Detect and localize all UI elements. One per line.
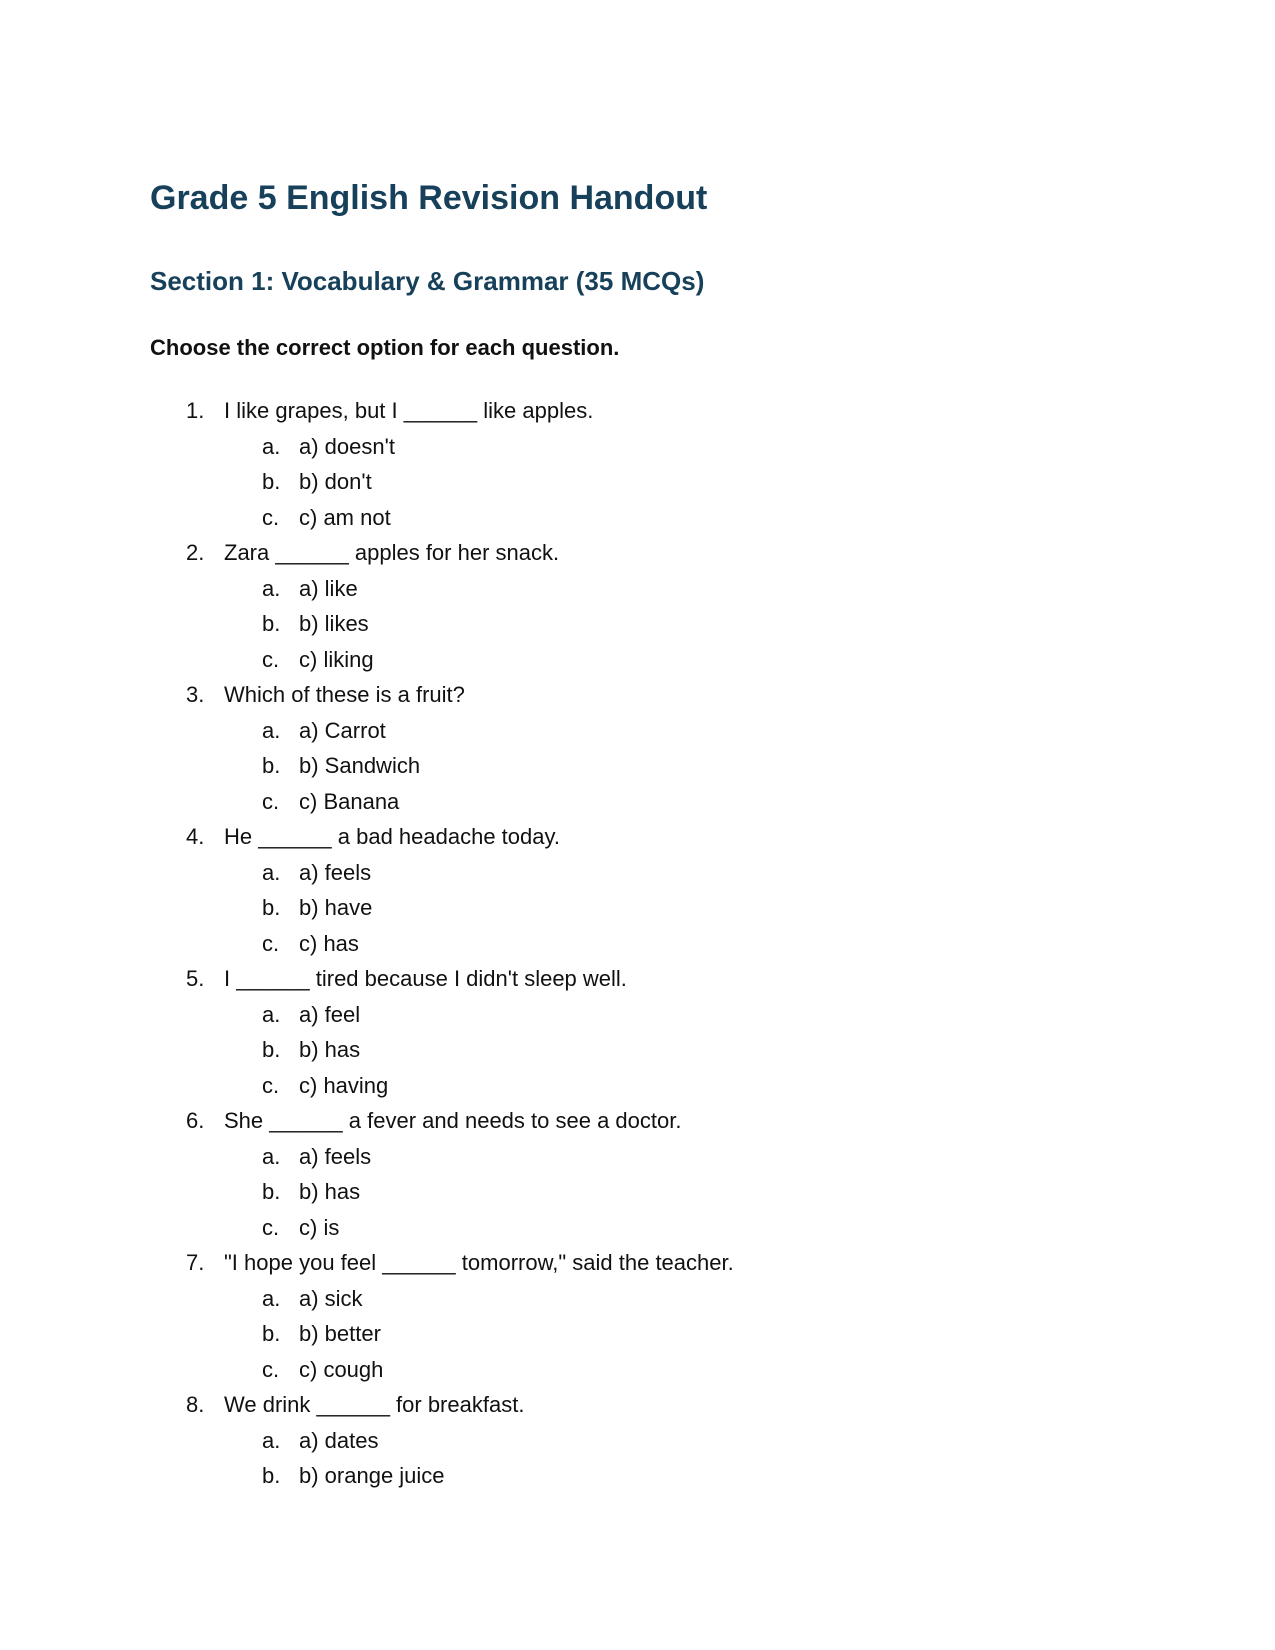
option-text: b) Sandwich — [299, 753, 421, 778]
question-number: 7. — [186, 1250, 205, 1275]
option-letter: a. — [262, 575, 281, 601]
option-letter: c. — [262, 1072, 280, 1098]
option-list — [0, 429, 1275, 536]
question-text: I ______ tired because I didn't sleep well. — [224, 966, 627, 991]
answer-option — [0, 1316, 1275, 1352]
question-item — [0, 677, 1275, 819]
answer-option — [0, 571, 1275, 607]
option-text: c) Banana — [299, 788, 400, 814]
option-letter: b. — [262, 753, 281, 778]
question-row — [0, 677, 1275, 713]
question-list — [0, 393, 1275, 1494]
question-text: She ______ a fever and needs to see a doctor. — [224, 1108, 682, 1133]
answer-option — [0, 606, 1275, 642]
answer-option — [0, 1423, 1275, 1459]
option-text: b) orange juice — [299, 1463, 445, 1488]
question-text: He ______ a bad headache today. — [224, 824, 560, 849]
option-list — [0, 713, 1275, 820]
option-text: c) am not — [299, 504, 391, 530]
option-letter: a. — [262, 433, 281, 459]
question-number: 6. — [186, 1108, 205, 1133]
question-item — [0, 1387, 1275, 1494]
answer-option — [0, 890, 1275, 926]
document-title: Grade 5 English Revision Handout — [150, 179, 708, 217]
question-item — [0, 393, 1275, 535]
question-row — [0, 819, 1275, 855]
option-text: c) having — [299, 1072, 389, 1098]
option-letter: c. — [262, 646, 280, 672]
answer-option — [0, 997, 1275, 1033]
answer-option — [0, 748, 1275, 784]
option-letter: b. — [262, 1463, 281, 1488]
answer-option — [0, 1210, 1275, 1246]
option-text: a) doesn't — [299, 433, 395, 459]
option-list — [0, 1281, 1275, 1388]
option-text: b) have — [299, 895, 373, 920]
instructions-text: Choose the correct option for each question. — [150, 335, 620, 360]
answer-option — [0, 1174, 1275, 1210]
option-text: c) liking — [299, 646, 374, 672]
option-list — [0, 1139, 1275, 1246]
question-number: 1. — [186, 398, 205, 423]
question-item — [0, 1245, 1275, 1387]
option-letter: b. — [262, 1321, 281, 1346]
question-item — [0, 1103, 1275, 1245]
answer-option — [0, 429, 1275, 465]
option-letter: b. — [262, 469, 281, 494]
option-text: b) has — [299, 1179, 361, 1204]
option-text: a) feels — [299, 859, 372, 885]
question-number: 3. — [186, 682, 205, 707]
option-text: b) likes — [299, 611, 369, 636]
question-row — [0, 1103, 1275, 1139]
question-row — [0, 1245, 1275, 1281]
option-text: b) has — [299, 1037, 361, 1062]
option-text: a) feel — [299, 1001, 361, 1027]
option-letter: b. — [262, 895, 281, 920]
answer-option — [0, 464, 1275, 500]
option-letter: a. — [262, 859, 281, 885]
question-number: 8. — [186, 1392, 205, 1417]
option-text: a) dates — [299, 1427, 379, 1453]
answer-option — [0, 713, 1275, 749]
answer-option — [0, 1032, 1275, 1068]
option-text: a) sick — [299, 1285, 363, 1311]
option-letter: c. — [262, 504, 280, 530]
answer-option — [0, 855, 1275, 891]
answer-option — [0, 926, 1275, 962]
question-text: I like grapes, but I ______ like apples. — [224, 398, 594, 423]
option-letter: a. — [262, 1001, 281, 1027]
option-list — [0, 855, 1275, 962]
answer-option — [0, 1068, 1275, 1104]
option-letter: c. — [262, 788, 280, 814]
option-list — [0, 997, 1275, 1104]
answer-option — [0, 1458, 1275, 1494]
option-letter: a. — [262, 717, 281, 743]
question-item — [0, 535, 1275, 677]
question-text: We drink ______ for breakfast. — [224, 1392, 525, 1417]
option-text: a) like — [299, 575, 358, 601]
question-item — [0, 819, 1275, 961]
question-text: Which of these is a fruit? — [224, 682, 465, 707]
option-letter: a. — [262, 1143, 281, 1169]
question-row — [0, 393, 1275, 429]
question-number: 4. — [186, 824, 205, 849]
option-letter: b. — [262, 1179, 281, 1204]
question-text: Zara ______ apples for her snack. — [224, 540, 560, 565]
option-letter: c. — [262, 1214, 280, 1240]
answer-option — [0, 1139, 1275, 1175]
question-number: 5. — [186, 966, 205, 991]
answer-option — [0, 500, 1275, 536]
option-list — [0, 571, 1275, 678]
option-text: c) cough — [299, 1356, 384, 1382]
option-text: b) don't — [299, 469, 372, 494]
question-row — [0, 961, 1275, 997]
option-letter: a. — [262, 1427, 281, 1453]
option-text: b) better — [299, 1321, 381, 1346]
answer-option — [0, 1281, 1275, 1317]
option-letter: c. — [262, 930, 280, 956]
question-item — [0, 961, 1275, 1103]
question-number: 2. — [186, 540, 205, 565]
answer-option — [0, 784, 1275, 820]
option-letter: c. — [262, 1356, 280, 1382]
option-text: c) is — [299, 1214, 340, 1240]
question-row — [0, 535, 1275, 571]
question-text: "I hope you feel ______ tomorrow," said the teacher. — [224, 1250, 734, 1275]
question-row — [0, 1387, 1275, 1423]
option-letter: b. — [262, 611, 281, 636]
section-title: Section 1: Vocabulary & Grammar (35 MCQs) — [150, 266, 705, 296]
answer-option — [0, 642, 1275, 678]
option-letter: a. — [262, 1285, 281, 1311]
option-text: c) has — [299, 930, 359, 956]
option-text: a) Carrot — [299, 717, 386, 743]
answer-option — [0, 1352, 1275, 1388]
option-letter: b. — [262, 1037, 281, 1062]
option-list — [0, 1423, 1275, 1494]
option-text: a) feels — [299, 1143, 372, 1169]
